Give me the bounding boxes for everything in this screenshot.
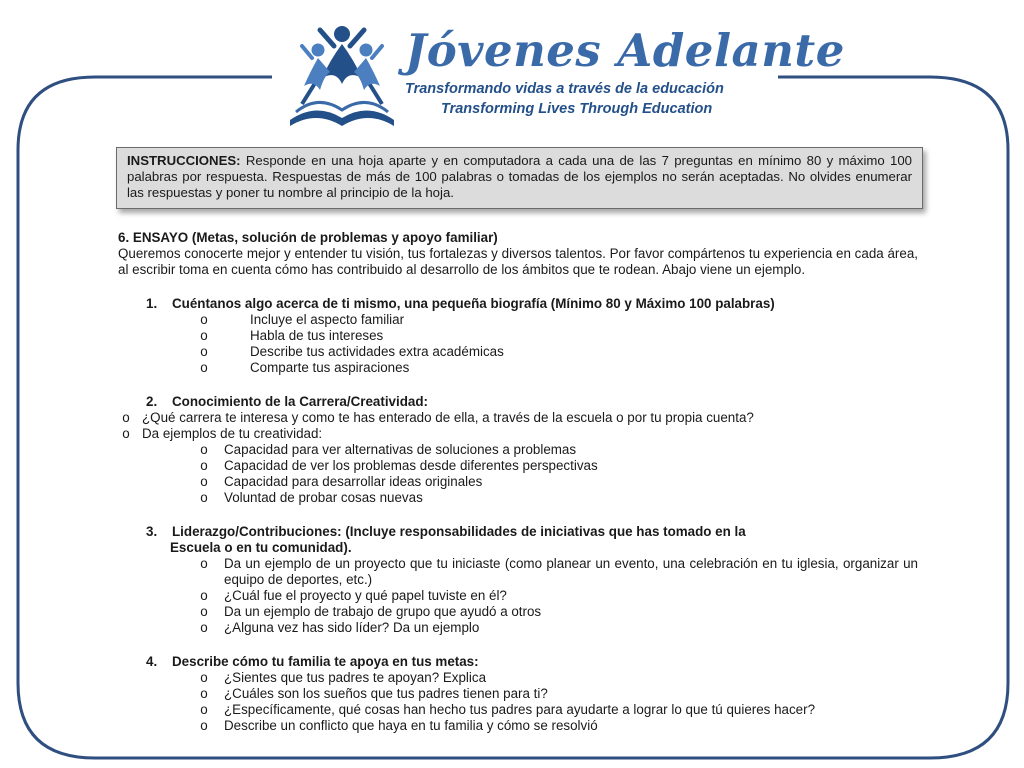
question-1	[118, 296, 918, 312]
bullet-icon: o	[200, 458, 208, 473]
list-item: o Describe un conflicto que haya en tu familia y cómo se resolvió	[118, 718, 918, 734]
bullet-icon: o	[200, 686, 208, 701]
question-number: 2.	[146, 394, 158, 409]
bullet-icon: o	[200, 556, 208, 571]
question-title-line1: Liderazgo/Contribuciones: (Incluye responsabilidades de iniciativas que has tomado en la	[172, 524, 746, 539]
essay-intro: Queremos conocerte mejor y entender tu visión, tus fortalezas y diversos talentos. Por favor compártenos tu experiencia en cada área, al escribir toma en cuenta cómo has contribuido al desarrollo de los ámbitos que te rodean. Abajo viene un ejemplo.	[118, 246, 918, 277]
bullet-icon: o	[200, 670, 208, 685]
question-number: 3.	[146, 524, 158, 539]
bullet-icon: o	[122, 410, 130, 425]
list-item: o Habla de tus intereses	[118, 328, 918, 344]
bullet-icon: o	[200, 588, 208, 603]
bullet-icon: o	[200, 604, 208, 619]
bullet-icon: o	[200, 474, 208, 489]
bullet-icon: o	[200, 718, 208, 733]
list-item: o ¿Sientes que tus padres te apoyan? Explica	[118, 670, 918, 686]
list-item: o ¿Cuál fue el proyecto y qué papel tuviste en él?	[118, 588, 918, 604]
bullet-icon: o	[200, 360, 208, 375]
question-number: 4.	[146, 654, 158, 669]
instructions-label: INSTRUCCIONES:	[127, 153, 241, 168]
brand-title: Jóvenes Adelante	[405, 24, 845, 77]
bullet-icon: o	[200, 620, 208, 635]
question-3	[118, 524, 918, 556]
bullet-icon: o	[200, 344, 208, 359]
list-item: o Incluye el aspecto familiar	[118, 312, 918, 328]
bullet-icon: o	[200, 442, 208, 457]
list-item: o Da ejemplos de tu creatividad:	[118, 426, 918, 442]
list-item: o Comparte tus aspiraciones	[118, 360, 918, 376]
question-number: 1.	[146, 296, 158, 311]
instructions-text: Responde en una hoja aparte y en computadora a cada una de las 7 preguntas en mínimo 80 y máximo 100 palabras por respuesta. Respuestas de más de 100 palabras o tomadas de los ejemplos no serán aceptadas. No olvides enumerar las respuestas y poner tu nombre al principio de la hoja.	[127, 153, 912, 200]
essay-heading: 6. ENSAYO (Metas, solución de problemas y apoyo familiar)	[118, 230, 498, 245]
instructions-box	[116, 147, 923, 209]
question-title: Cuéntanos algo acerca de ti mismo, una pequeña biografía (Mínimo 80 y Máximo 100 palabras)	[172, 296, 775, 311]
essay-section	[118, 230, 918, 734]
list-item: o Da un ejemplo de trabajo de grupo que ayudó a otros	[118, 604, 918, 620]
list-item: o Capacidad de ver los problemas desde diferentes perspectivas	[118, 458, 918, 474]
list-item: o ¿Alguna vez has sido líder? Da un ejemplo	[118, 620, 918, 636]
list-item: o Capacidad para desarrollar ideas originales	[118, 474, 918, 490]
question-title: Conocimiento de la Carrera/Creatividad:	[172, 394, 428, 409]
list-item: o ¿Qué carrera te interesa y como te has enterado de ella, a través de la escuela o por tu propia cuenta?	[118, 410, 918, 426]
question-4	[118, 654, 918, 670]
bullet-icon: o	[122, 426, 130, 441]
question-2	[118, 394, 918, 410]
bullet-icon: o	[200, 328, 208, 343]
bullet-icon: o	[200, 490, 208, 505]
logo-emblem	[282, 20, 402, 132]
question-title-line2: Escuela o en tu comunidad).	[170, 540, 352, 555]
list-item: o ¿Cuáles son los sueños que tus padres tienen para ti?	[118, 686, 918, 702]
list-item: o Da un ejemplo de un proyecto que tu iniciaste (como planear un evento, una celebración en tu iglesia, organizar un equipo de deportes, etc.)	[118, 556, 918, 588]
list-item: o Capacidad para ver alternativas de soluciones a problemas	[118, 442, 918, 458]
list-item: o ¿Específicamente, qué cosas han hecho tus padres para ayudarte a lograr lo que tú quieres hacer?	[118, 702, 918, 718]
bullet-icon: o	[200, 312, 208, 327]
bullet-icon: o	[200, 702, 208, 717]
tagline-spanish: Transformando vidas a través de la educación	[405, 81, 724, 97]
tagline-english: Transforming Lives Through Education	[441, 101, 713, 117]
list-item: o Voluntad de probar cosas nuevas	[118, 490, 918, 506]
list-item: o Describe tus actividades extra académicas	[118, 344, 918, 360]
question-title: Describe cómo tu familia te apoya en tus metas:	[172, 654, 479, 669]
